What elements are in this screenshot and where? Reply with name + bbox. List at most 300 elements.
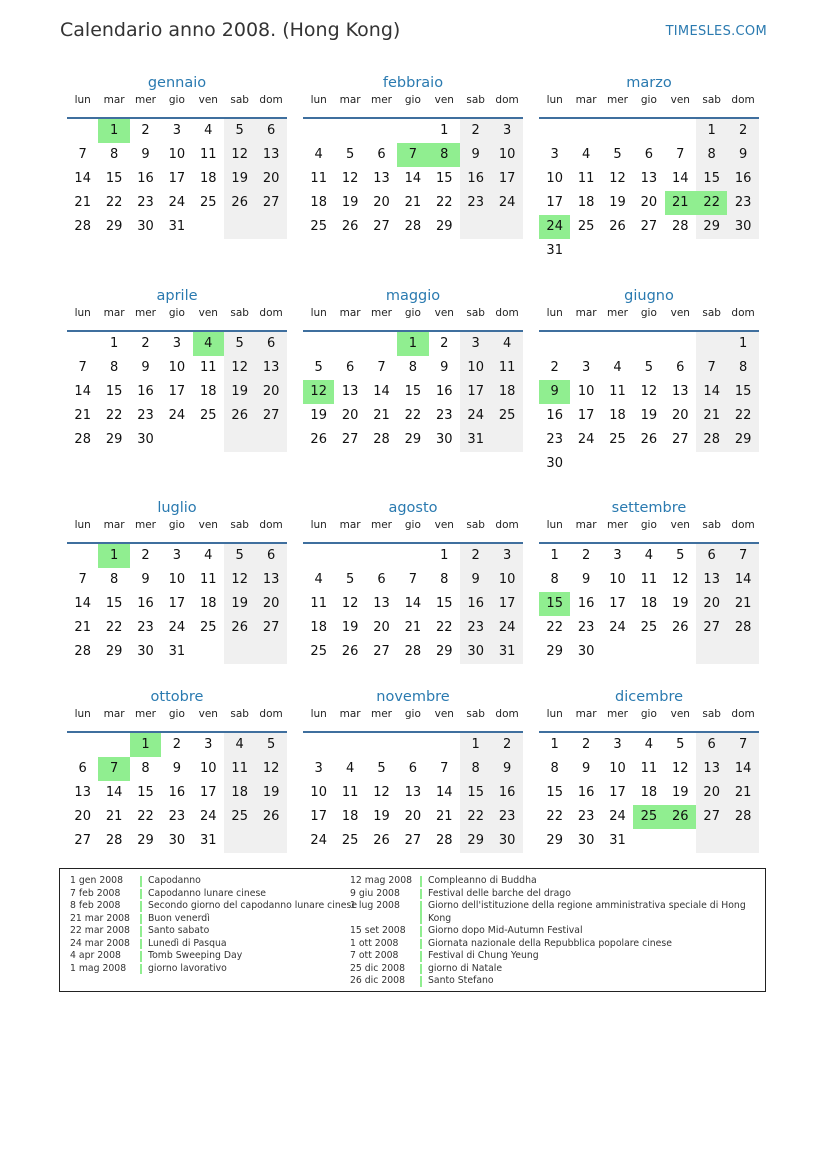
day-cell[interactable]: 4 — [581, 147, 591, 162]
day-cell[interactable]: 16 — [137, 171, 154, 186]
day-cell[interactable]: 10 — [609, 761, 626, 776]
day-cell[interactable]: 18 — [310, 195, 327, 210]
holiday-day-cell[interactable]: 22 — [696, 191, 727, 215]
day-cell[interactable]: 6 — [377, 147, 386, 162]
day-cell[interactable]: 29 — [436, 644, 453, 659]
day-cell[interactable]: 12 — [672, 572, 689, 587]
day-cell[interactable]: 16 — [498, 785, 516, 800]
day-cell[interactable]: 13 — [373, 596, 390, 611]
day-cell[interactable]: 25 — [498, 408, 516, 423]
day-cell[interactable]: 23 — [734, 195, 752, 210]
day-cell[interactable]: 6 — [266, 123, 276, 138]
day-cell[interactable]: 14 — [404, 596, 422, 611]
day-cell[interactable]: 21 — [404, 195, 422, 210]
day-cell[interactable]: 22 — [404, 408, 422, 423]
day-cell[interactable]: 26 — [373, 833, 390, 848]
day-cell[interactable]: 11 — [200, 147, 217, 162]
day-cell[interactable]: 12 — [609, 171, 626, 186]
day-cell[interactable]: 15 — [137, 785, 154, 800]
day-cell[interactable]: 15 — [105, 384, 123, 399]
day-cell[interactable]: 18 — [310, 620, 327, 635]
day-cell[interactable]: 5 — [314, 360, 323, 375]
day-cell[interactable]: 8 — [550, 761, 559, 776]
day-cell[interactable]: 26 — [231, 620, 248, 635]
day-cell[interactable]: 26 — [231, 195, 248, 210]
day-cell[interactable]: 27 — [703, 620, 720, 635]
day-cell[interactable]: 22 — [105, 620, 123, 635]
day-cell[interactable]: 20 — [262, 596, 280, 611]
day-cell[interactable]: 24 — [609, 809, 626, 824]
day-cell[interactable]: 26 — [609, 219, 626, 234]
day-cell[interactable]: 29 — [546, 644, 563, 659]
day-cell[interactable]: 28 — [373, 432, 390, 447]
day-cell[interactable]: 23 — [436, 408, 453, 423]
day-cell[interactable]: 27 — [404, 833, 422, 848]
day-cell[interactable]: 19 — [231, 171, 248, 186]
day-cell[interactable]: 3 — [172, 123, 182, 138]
day-cell[interactable]: 13 — [262, 147, 280, 162]
day-cell[interactable]: 30 — [137, 644, 154, 659]
day-cell[interactable]: 7 — [738, 548, 748, 563]
day-cell[interactable]: 12 — [640, 384, 658, 399]
day-cell[interactable]: 25 — [310, 644, 327, 659]
day-cell[interactable]: 17 — [200, 785, 217, 800]
day-cell[interactable]: 14 — [672, 171, 689, 186]
day-cell[interactable]: 5 — [235, 548, 244, 563]
day-cell[interactable]: 29 — [105, 644, 123, 659]
day-cell[interactable]: 22 — [436, 620, 453, 635]
day-cell[interactable]: 27 — [373, 644, 390, 659]
day-cell[interactable]: 6 — [345, 360, 355, 375]
day-cell[interactable]: 3 — [172, 336, 182, 351]
day-cell[interactable]: 29 — [404, 432, 422, 447]
day-cell[interactable]: 4 — [345, 761, 355, 776]
day-cell[interactable]: 21 — [74, 620, 91, 635]
day-cell[interactable]: 19 — [231, 384, 248, 399]
day-cell[interactable]: 14 — [105, 785, 123, 800]
day-cell[interactable]: 18 — [609, 408, 626, 423]
day-cell[interactable]: 7 — [408, 572, 418, 587]
day-cell[interactable]: 6 — [408, 761, 418, 776]
day-cell[interactable]: 1 — [550, 737, 559, 752]
day-cell[interactable]: 2 — [440, 336, 449, 351]
day-cell[interactable]: 6 — [644, 147, 654, 162]
day-cell[interactable]: 5 — [676, 548, 685, 563]
day-cell[interactable]: 31 — [609, 833, 626, 848]
day-cell[interactable]: 27 — [262, 195, 280, 210]
day-cell[interactable]: 3 — [613, 548, 622, 563]
day-cell[interactable]: 11 — [310, 171, 327, 186]
day-cell[interactable]: 4 — [644, 548, 654, 563]
day-cell[interactable]: 12 — [341, 596, 359, 611]
day-cell[interactable]: 17 — [498, 171, 516, 186]
day-cell[interactable]: 25 — [200, 408, 217, 423]
day-cell[interactable]: 5 — [266, 737, 276, 752]
day-cell[interactable]: 19 — [672, 596, 689, 611]
day-cell[interactable]: 31 — [168, 644, 186, 659]
day-cell[interactable]: 21 — [74, 408, 91, 423]
day-cell[interactable]: 24 — [310, 833, 327, 848]
day-cell[interactable]: 19 — [310, 408, 327, 423]
day-cell[interactable]: 14 — [404, 171, 422, 186]
day-cell[interactable]: 25 — [341, 833, 359, 848]
day-cell[interactable]: 4 — [644, 737, 654, 752]
day-cell[interactable]: 3 — [204, 737, 213, 752]
holiday-day-cell[interactable]: 8 — [429, 143, 460, 167]
day-cell[interactable]: 19 — [231, 596, 248, 611]
day-cell[interactable]: 5 — [235, 123, 244, 138]
day-cell[interactable]: 8 — [440, 572, 449, 587]
day-cell[interactable]: 11 — [231, 761, 248, 776]
day-cell[interactable]: 19 — [373, 809, 390, 824]
holiday-day-cell[interactable]: 1 — [98, 544, 129, 568]
day-cell[interactable]: 25 — [200, 195, 217, 210]
day-cell[interactable]: 10 — [498, 572, 516, 587]
day-cell[interactable]: 29 — [734, 432, 752, 447]
day-cell[interactable]: 23 — [137, 195, 154, 210]
day-cell[interactable]: 21 — [404, 620, 422, 635]
day-cell[interactable]: 28 — [734, 809, 752, 824]
day-cell[interactable]: 17 — [168, 596, 186, 611]
day-cell[interactable]: 28 — [74, 432, 91, 447]
day-cell[interactable]: 9 — [440, 360, 449, 375]
day-cell[interactable]: 14 — [74, 384, 91, 399]
day-cell[interactable]: 2 — [581, 548, 591, 563]
day-cell[interactable]: 24 — [498, 620, 516, 635]
day-cell[interactable]: 22 — [137, 809, 154, 824]
day-cell[interactable]: 3 — [314, 761, 323, 776]
day-cell[interactable]: 22 — [105, 195, 123, 210]
day-cell[interactable]: 19 — [672, 785, 689, 800]
day-cell[interactable]: 28 — [404, 644, 422, 659]
day-cell[interactable]: 3 — [581, 360, 591, 375]
day-cell[interactable]: 16 — [168, 785, 186, 800]
day-cell[interactable]: 11 — [341, 785, 359, 800]
day-cell[interactable]: 15 — [436, 171, 453, 186]
day-cell[interactable]: 20 — [640, 195, 658, 210]
day-cell[interactable]: 26 — [640, 432, 658, 447]
day-cell[interactable]: 2 — [581, 737, 591, 752]
day-cell[interactable]: 29 — [105, 432, 123, 447]
day-cell[interactable]: 8 — [109, 572, 119, 587]
day-cell[interactable]: 11 — [200, 572, 217, 587]
day-cell[interactable]: 3 — [502, 123, 512, 138]
day-cell[interactable]: 26 — [672, 620, 689, 635]
day-cell[interactable]: 31 — [546, 243, 563, 258]
day-cell[interactable]: 23 — [467, 195, 484, 210]
day-cell[interactable]: 1 — [440, 123, 449, 138]
day-cell[interactable]: 19 — [262, 785, 280, 800]
holiday-day-cell[interactable]: 1 — [98, 119, 129, 143]
day-cell[interactable]: 8 — [471, 761, 480, 776]
holiday-day-cell[interactable]: 15 — [539, 592, 570, 616]
day-cell[interactable]: 21 — [436, 809, 453, 824]
day-cell[interactable]: 26 — [341, 644, 359, 659]
day-cell[interactable]: 17 — [577, 408, 595, 423]
day-cell[interactable]: 14 — [436, 785, 453, 800]
day-cell[interactable]: 2 — [141, 548, 150, 563]
day-cell[interactable]: 25 — [577, 219, 595, 234]
day-cell[interactable]: 28 — [105, 833, 123, 848]
day-cell[interactable]: 24 — [467, 408, 484, 423]
day-cell[interactable]: 10 — [168, 572, 186, 587]
day-cell[interactable]: 1 — [550, 548, 559, 563]
day-cell[interactable]: 16 — [546, 408, 563, 423]
day-cell[interactable]: 16 — [577, 596, 595, 611]
day-cell[interactable]: 11 — [310, 596, 327, 611]
day-cell[interactable]: 6 — [707, 548, 716, 563]
day-cell[interactable]: 23 — [577, 809, 595, 824]
day-cell[interactable]: 1 — [109, 336, 119, 351]
day-cell[interactable]: 7 — [738, 737, 748, 752]
day-cell[interactable]: 16 — [467, 596, 484, 611]
day-cell[interactable]: 30 — [137, 432, 154, 447]
day-cell[interactable]: 8 — [408, 360, 418, 375]
holiday-day-cell[interactable]: 25 — [633, 805, 664, 829]
day-cell[interactable]: 30 — [436, 432, 453, 447]
day-cell[interactable]: 4 — [314, 147, 323, 162]
day-cell[interactable]: 24 — [168, 408, 186, 423]
holiday-day-cell[interactable]: 1 — [130, 733, 161, 757]
day-cell[interactable]: 4 — [314, 572, 323, 587]
day-cell[interactable]: 11 — [577, 171, 595, 186]
day-cell[interactable]: 24 — [168, 195, 186, 210]
day-cell[interactable]: 23 — [498, 809, 516, 824]
day-cell[interactable]: 21 — [734, 785, 752, 800]
day-cell[interactable]: 21 — [703, 408, 720, 423]
holiday-day-cell[interactable]: 4 — [193, 332, 224, 356]
day-cell[interactable]: 28 — [703, 432, 720, 447]
day-cell[interactable]: 3 — [550, 147, 559, 162]
day-cell[interactable]: 4 — [204, 123, 213, 138]
day-cell[interactable]: 17 — [498, 596, 516, 611]
day-cell[interactable]: 15 — [105, 596, 123, 611]
day-cell[interactable]: 27 — [74, 833, 91, 848]
day-cell[interactable]: 15 — [436, 596, 453, 611]
day-cell[interactable]: 7 — [707, 360, 716, 375]
day-cell[interactable]: 1 — [471, 737, 480, 752]
day-cell[interactable]: 30 — [734, 219, 752, 234]
day-cell[interactable]: 10 — [577, 384, 595, 399]
day-cell[interactable]: 12 — [672, 761, 689, 776]
day-cell[interactable]: 2 — [172, 737, 182, 752]
day-cell[interactable]: 17 — [168, 171, 186, 186]
day-cell[interactable]: 10 — [498, 147, 516, 162]
day-cell[interactable]: 29 — [436, 219, 453, 234]
day-cell[interactable]: 4 — [502, 336, 512, 351]
day-cell[interactable]: 14 — [734, 572, 752, 587]
day-cell[interactable]: 27 — [373, 219, 390, 234]
holiday-day-cell[interactable]: 24 — [539, 215, 570, 239]
day-cell[interactable]: 11 — [200, 360, 217, 375]
day-cell[interactable]: 17 — [310, 809, 327, 824]
day-cell[interactable]: 10 — [609, 572, 626, 587]
day-cell[interactable]: 18 — [498, 384, 516, 399]
day-cell[interactable]: 21 — [373, 408, 390, 423]
day-cell[interactable]: 4 — [235, 737, 244, 752]
day-cell[interactable]: 17 — [467, 384, 484, 399]
day-cell[interactable]: 7 — [78, 572, 87, 587]
day-cell[interactable]: 9 — [581, 761, 591, 776]
day-cell[interactable]: 2 — [738, 123, 748, 138]
day-cell[interactable]: 21 — [734, 596, 752, 611]
day-cell[interactable]: 22 — [467, 809, 484, 824]
day-cell[interactable]: 18 — [200, 596, 217, 611]
day-cell[interactable]: 2 — [471, 123, 480, 138]
day-cell[interactable]: 9 — [581, 572, 591, 587]
day-cell[interactable]: 7 — [78, 147, 87, 162]
day-cell[interactable]: 10 — [168, 360, 186, 375]
day-cell[interactable]: 13 — [262, 572, 280, 587]
day-cell[interactable]: 12 — [341, 171, 359, 186]
day-cell[interactable]: 30 — [577, 833, 595, 848]
day-cell[interactable]: 29 — [467, 833, 484, 848]
day-cell[interactable]: 31 — [168, 219, 186, 234]
holiday-day-cell[interactable]: 1 — [397, 332, 428, 356]
day-cell[interactable]: 13 — [672, 384, 689, 399]
day-cell[interactable]: 15 — [546, 785, 563, 800]
day-cell[interactable]: 9 — [738, 147, 748, 162]
day-cell[interactable]: 7 — [440, 761, 449, 776]
day-cell[interactable]: 20 — [703, 596, 720, 611]
day-cell[interactable]: 30 — [168, 833, 186, 848]
day-cell[interactable]: 13 — [703, 572, 720, 587]
day-cell[interactable]: 5 — [235, 336, 244, 351]
day-cell[interactable]: 29 — [137, 833, 154, 848]
day-cell[interactable]: 13 — [640, 171, 658, 186]
day-cell[interactable]: 13 — [404, 785, 422, 800]
day-cell[interactable]: 26 — [341, 219, 359, 234]
day-cell[interactable]: 15 — [734, 384, 752, 399]
day-cell[interactable]: 26 — [310, 432, 327, 447]
day-cell[interactable]: 28 — [74, 644, 91, 659]
day-cell[interactable]: 15 — [703, 171, 720, 186]
day-cell[interactable]: 16 — [436, 384, 453, 399]
day-cell[interactable]: 10 — [168, 147, 186, 162]
day-cell[interactable]: 24 — [168, 620, 186, 635]
day-cell[interactable]: 24 — [577, 432, 595, 447]
day-cell[interactable]: 31 — [200, 833, 217, 848]
day-cell[interactable]: 12 — [373, 785, 390, 800]
day-cell[interactable]: 5 — [345, 147, 355, 162]
day-cell[interactable]: 4 — [204, 548, 213, 563]
day-cell[interactable]: 27 — [341, 432, 359, 447]
holiday-day-cell[interactable]: 9 — [539, 380, 570, 404]
day-cell[interactable]: 1 — [738, 336, 748, 351]
holiday-day-cell[interactable]: 26 — [665, 805, 696, 829]
day-cell[interactable]: 5 — [377, 761, 386, 776]
day-cell[interactable]: 11 — [498, 360, 516, 375]
day-cell[interactable]: 27 — [262, 408, 280, 423]
day-cell[interactable]: 24 — [200, 809, 217, 824]
day-cell[interactable]: 2 — [141, 123, 150, 138]
day-cell[interactable]: 6 — [78, 761, 87, 776]
day-cell[interactable]: 20 — [341, 408, 359, 423]
day-cell[interactable]: 25 — [609, 432, 626, 447]
day-cell[interactable]: 18 — [577, 195, 595, 210]
day-cell[interactable]: 19 — [341, 195, 359, 210]
day-cell[interactable]: 20 — [74, 809, 91, 824]
day-cell[interactable]: 23 — [546, 432, 563, 447]
day-cell[interactable]: 17 — [546, 195, 563, 210]
day-cell[interactable]: 20 — [262, 171, 280, 186]
day-cell[interactable]: 2 — [141, 336, 150, 351]
day-cell[interactable]: 18 — [640, 785, 658, 800]
day-cell[interactable]: 3 — [613, 737, 622, 752]
day-cell[interactable]: 24 — [498, 195, 516, 210]
day-cell[interactable]: 27 — [703, 809, 720, 824]
day-cell[interactable]: 16 — [577, 785, 595, 800]
day-cell[interactable]: 2 — [550, 360, 559, 375]
day-cell[interactable]: 8 — [109, 147, 119, 162]
day-cell[interactable]: 12 — [231, 572, 248, 587]
day-cell[interactable]: 10 — [546, 171, 563, 186]
day-cell[interactable]: 9 — [471, 572, 480, 587]
day-cell[interactable]: 13 — [373, 171, 390, 186]
day-cell[interactable]: 16 — [467, 171, 484, 186]
day-cell[interactable]: 17 — [168, 384, 186, 399]
day-cell[interactable]: 29 — [105, 219, 123, 234]
day-cell[interactable]: 28 — [436, 833, 453, 848]
day-cell[interactable]: 20 — [404, 809, 422, 824]
day-cell[interactable]: 8 — [141, 761, 150, 776]
day-cell[interactable]: 18 — [200, 384, 217, 399]
day-cell[interactable]: 6 — [707, 737, 716, 752]
day-cell[interactable]: 26 — [262, 809, 280, 824]
day-cell[interactable]: 27 — [262, 620, 280, 635]
day-cell[interactable]: 22 — [105, 408, 123, 423]
day-cell[interactable]: 9 — [141, 147, 150, 162]
day-cell[interactable]: 24 — [609, 620, 626, 635]
day-cell[interactable]: 20 — [672, 408, 689, 423]
day-cell[interactable]: 2 — [502, 737, 512, 752]
day-cell[interactable]: 30 — [467, 644, 484, 659]
holiday-day-cell[interactable]: 12 — [303, 380, 334, 404]
day-cell[interactable]: 22 — [546, 620, 563, 635]
day-cell[interactable]: 5 — [676, 737, 685, 752]
day-cell[interactable]: 11 — [609, 384, 626, 399]
day-cell[interactable]: 30 — [577, 644, 595, 659]
day-cell[interactable]: 20 — [373, 195, 390, 210]
day-cell[interactable]: 16 — [137, 384, 154, 399]
day-cell[interactable]: 13 — [703, 761, 720, 776]
day-cell[interactable]: 30 — [498, 833, 516, 848]
day-cell[interactable]: 8 — [550, 572, 559, 587]
day-cell[interactable]: 28 — [734, 620, 752, 635]
day-cell[interactable]: 27 — [640, 219, 658, 234]
day-cell[interactable]: 22 — [436, 195, 453, 210]
day-cell[interactable]: 14 — [373, 384, 390, 399]
day-cell[interactable]: 14 — [74, 171, 91, 186]
day-cell[interactable]: 18 — [341, 809, 359, 824]
day-cell[interactable]: 8 — [109, 360, 119, 375]
day-cell[interactable]: 20 — [703, 785, 720, 800]
day-cell[interactable]: 5 — [613, 147, 622, 162]
day-cell[interactable]: 29 — [546, 833, 563, 848]
day-cell[interactable]: 6 — [377, 572, 386, 587]
day-cell[interactable]: 20 — [373, 620, 390, 635]
day-cell[interactable]: 19 — [640, 408, 658, 423]
day-cell[interactable]: 22 — [734, 408, 752, 423]
day-cell[interactable]: 14 — [734, 761, 752, 776]
day-cell[interactable]: 8 — [738, 360, 748, 375]
day-cell[interactable]: 28 — [672, 219, 689, 234]
day-cell[interactable]: 12 — [231, 147, 248, 162]
day-cell[interactable]: 3 — [172, 548, 182, 563]
day-cell[interactable]: 10 — [200, 761, 217, 776]
day-cell[interactable]: 25 — [231, 809, 248, 824]
day-cell[interactable]: 28 — [74, 219, 91, 234]
